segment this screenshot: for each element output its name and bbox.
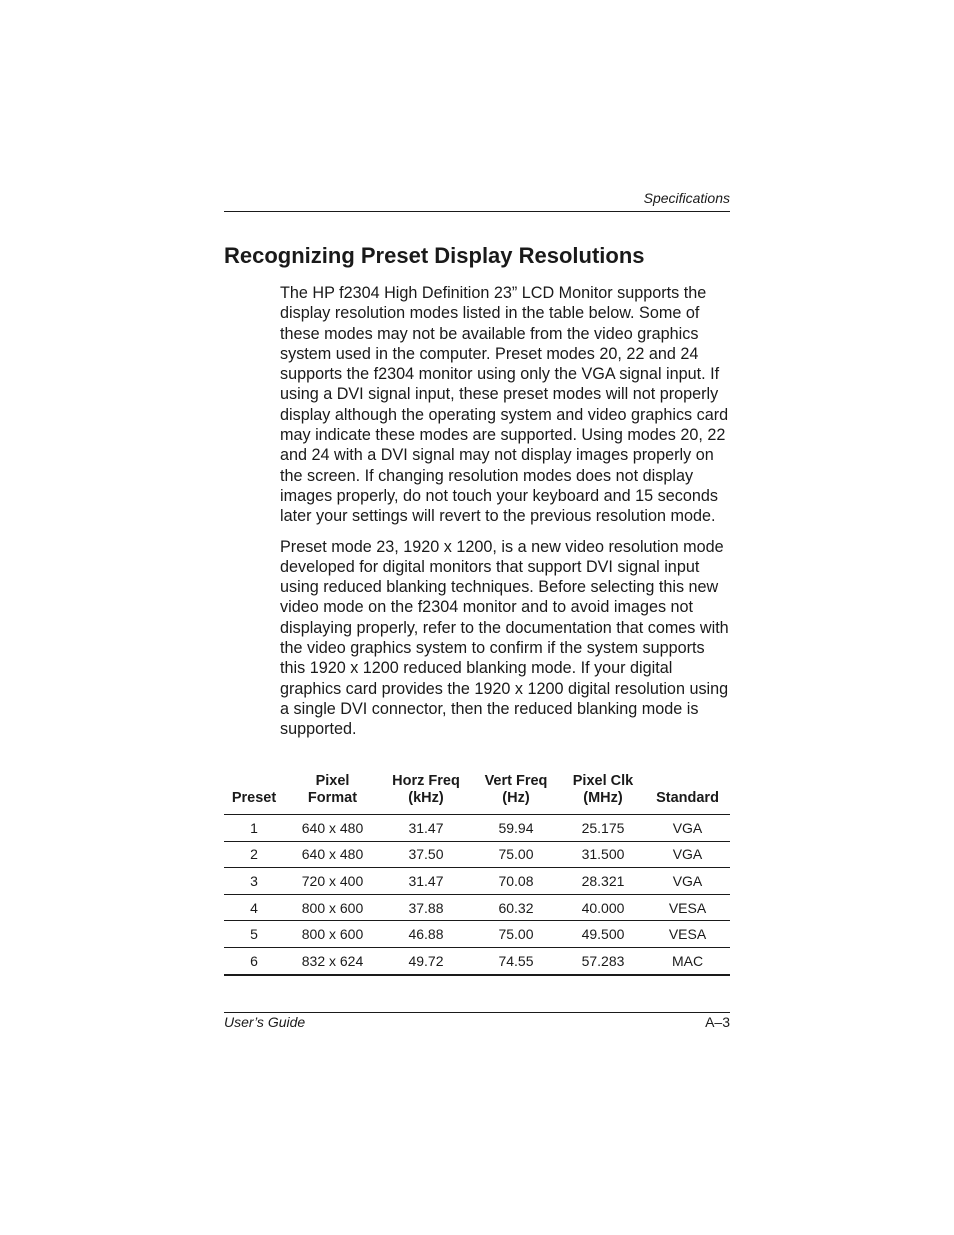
table-row [224,947,730,974]
table-cell: 3 [224,868,284,895]
table-row [224,841,730,868]
running-head: Specifications [643,190,730,206]
table-cell: 28.321 [561,868,645,895]
paragraph: The HP f2304 High Definition 23” LCD Monitor supports the display resolution modes listed in the table below. Some of these modes may not be available from the video graphics system used in the computer. Preset modes 20, 22 and 24 supports the f2304 monitor using only the VGA signal input. If using a DVI signal input, these preset modes will not properly display although the operating system and video graphics card may indicate these modes are supported. Using modes 20, 22 and 24 with a DVI signal may not display images properly on the screen. If changing resolution modes does not display images properly, do not touch your keyboard and 15 seconds later your settings will revert to the previous resolution mode. [280,284,729,526]
paragraph: Preset mode 23, 1920 x 1200, is a new video resolution mode developed for digital monitors that support DVI signal input using reduced blanking techniques. Before selecting this new video mode on the f2304 monitor and to avoid images not displaying properly, refer to the documentation that comes with the video graphics system to confirm if the system supports this 1920 x 1200 reduced blanking mode. If your digital graphics card provides the 1920 x 1200 digital resolution using a single DVI connector, then the reduced blanking mode is supported. [280,537,729,739]
column-header: Horz Freq (kHz) [392,773,460,806]
table-cell: VESA [645,921,730,948]
table-cell: 49.72 [381,947,471,974]
page-number: A–3 [705,1014,730,1030]
table-cell: 49.500 [561,921,645,948]
table-cell: 25.175 [561,815,645,842]
table-cell: 800 x 600 [284,921,381,948]
table-cell: MAC [645,947,730,974]
table-cell: 37.88 [381,894,471,921]
table-cell: VGA [645,841,730,868]
column-header: Standard [656,790,719,806]
column-header: Pixel Format [307,773,358,806]
table-row [224,894,730,921]
table-cell: 2 [224,841,284,868]
table-cell: 640 x 480 [284,815,381,842]
table-cell: 74.55 [471,947,561,974]
table-cell: 31.500 [561,841,645,868]
table-cell: 1 [224,815,284,842]
table-row [224,815,730,842]
table-cell: 5 [224,921,284,948]
table-cell: 70.08 [471,868,561,895]
table-cell: 40.000 [561,894,645,921]
body-text [280,283,730,750]
table-cell: VGA [645,815,730,842]
column-header: Preset [231,790,277,806]
footer-guide-title: User’s Guide [224,1014,306,1030]
table-cell: 46.88 [381,921,471,948]
table-cell: 37.50 [381,841,471,868]
table-cell: 75.00 [471,841,561,868]
column-header: Vert Freq (Hz) [484,773,548,806]
footer-rule [224,1012,730,1013]
table-cell: 60.32 [471,894,561,921]
resolution-table [224,773,730,976]
table-cell: 4 [224,894,284,921]
table-cell: 720 x 400 [284,868,381,895]
table-cell: VGA [645,868,730,895]
table-cell: 6 [224,947,284,974]
table-cell: 31.47 [381,868,471,895]
table-cell: 59.94 [471,815,561,842]
table-cell: 31.47 [381,815,471,842]
table-cell: 800 x 600 [284,894,381,921]
table-cell: 832 x 624 [284,947,381,974]
table-cell: 75.00 [471,921,561,948]
table-cell: 57.283 [561,947,645,974]
table-cell: VESA [645,894,730,921]
section-title: Recognizing Preset Display Resolutions [224,243,645,268]
table-cell: 640 x 480 [284,841,381,868]
table-header-row [224,773,730,815]
column-header: Pixel Clk (MHz) [572,773,634,806]
header-rule [224,211,730,212]
table-row [224,868,730,895]
table-row [224,921,730,948]
